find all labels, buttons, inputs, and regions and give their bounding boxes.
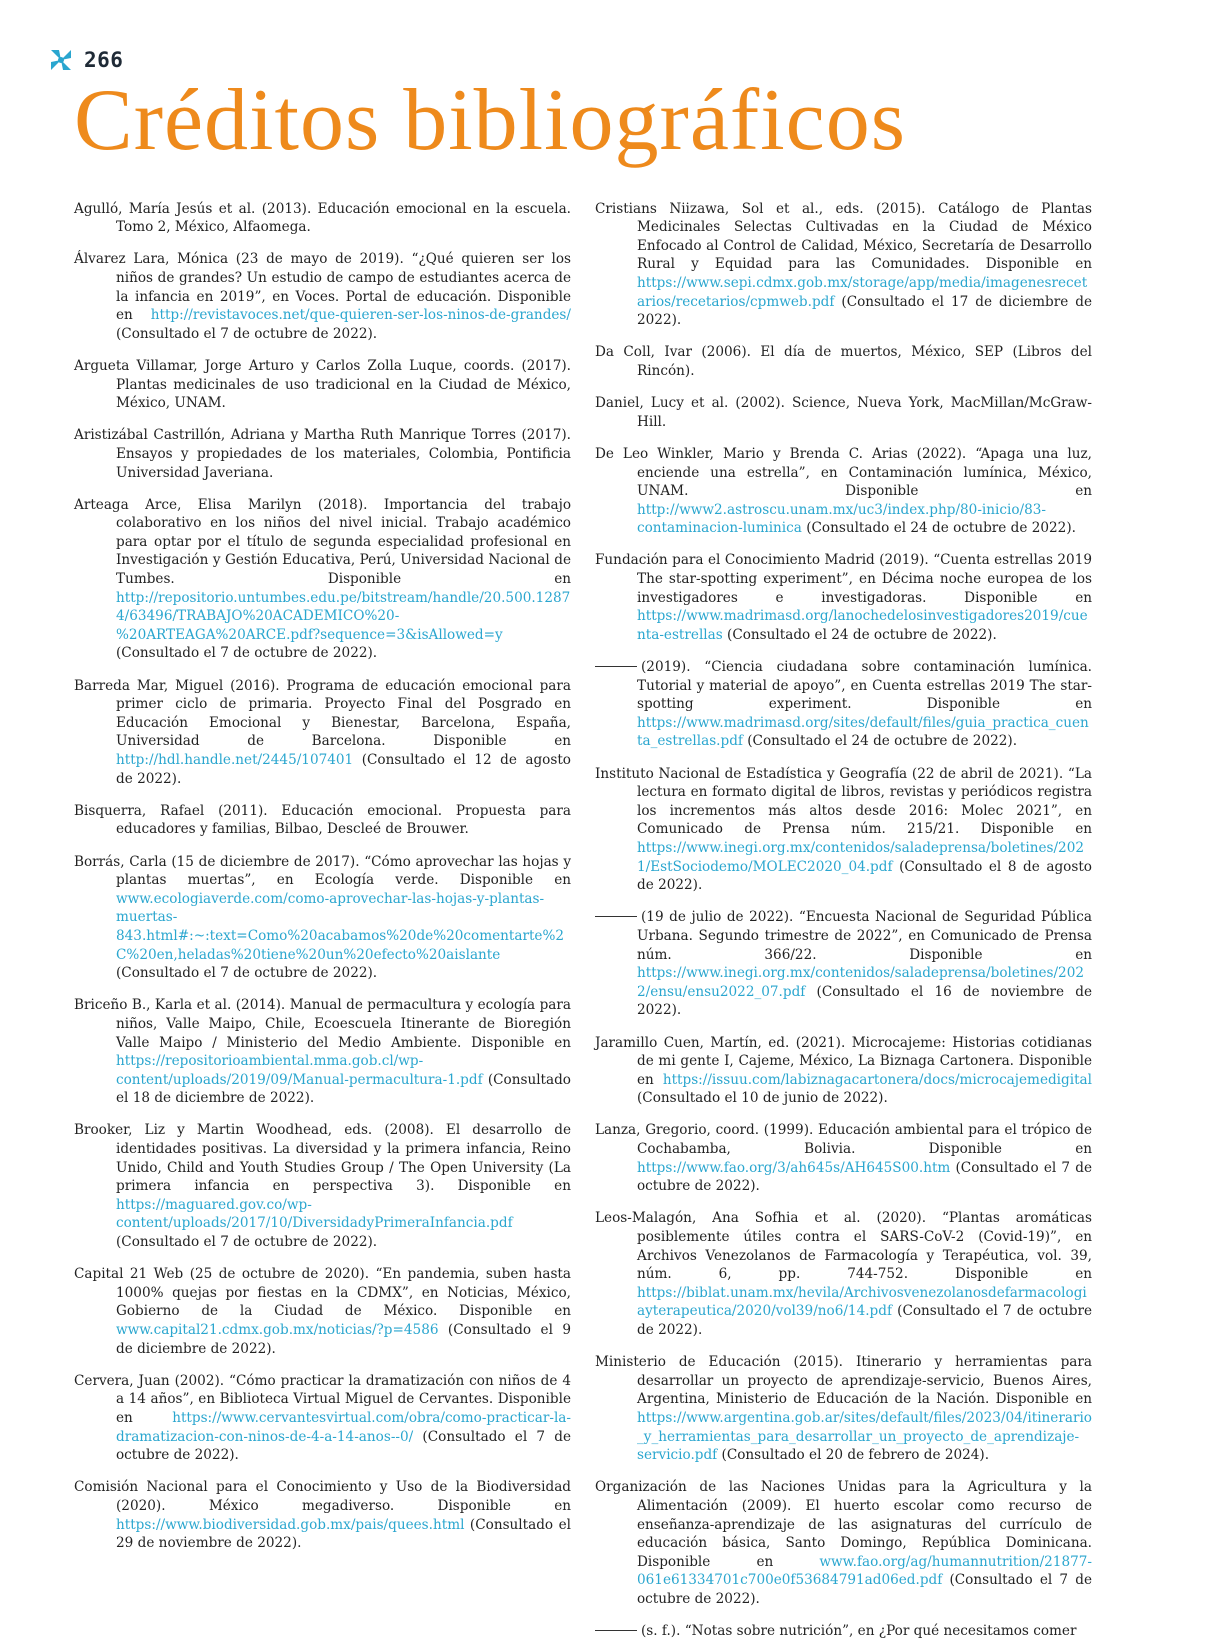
entry-text: Capital 21 Web (25 de octubre de 2020). “En pandemia, suben hasta 1000% quejas por fiestas en la CDMX”, en Noticias, México, Gobierno de la Ciudad de México. Disponible en	[74, 1266, 571, 1320]
entry-consulted-date: (Consultado el 18 de diciembre de 2022).	[116, 1071, 571, 1107]
entry-text: Cervera, Juan (2002). “Cómo practicar la dramatización con niños de 4 a 14 años”, en Biblioteca Virtual Miguel de Cervantes. Disponible en	[74, 1372, 571, 1426]
entry-text: Argueta Villamar, Jorge Arturo y Carlos Zolla Luque, coords. (2017). Plantas medicinales de uso tradicional en la Ciudad de México, México, UNAM.	[74, 357, 571, 412]
bibliography-entry	[74, 1478, 571, 1552]
entry-text: Fundación para el Conocimiento Madrid (2019). “Cuenta estrellas 2019 The star-spotting experiment”, en Décima noche europea de los investigadores e investigadoras. Disponible en	[595, 552, 1092, 606]
entry-link[interactable]: https://issuu.com/labiznagacartonera/docs/microcajemedigital	[662, 1071, 1092, 1088]
bibliography-entry	[74, 357, 571, 413]
entry-consulted-date: (Consultado el 24 de octubre de 2022).	[722, 626, 997, 643]
bibliography-entry	[74, 426, 571, 482]
entry-consulted-date: (Consultado el 7 de octubre de 2022).	[637, 1572, 1092, 1607]
bibliography-entry	[595, 551, 1092, 644]
entry-consulted-date: (Consultado el 7 de octubre de 2022).	[637, 1303, 1092, 1338]
entry-consulted-date: (Consultado el 17 de diciembre de 2022).	[637, 293, 1092, 329]
entry-consulted-date: (Consultado el 7 de octubre de 2022).	[637, 1159, 1092, 1195]
entry-consulted-date: (Consultado el 10 de junio de 2022).	[637, 1090, 888, 1107]
entry-link[interactable]: http://revistavoces.net/que-quieren-ser-los-ninos-de-grandes/	[150, 307, 571, 324]
repeat-author-dash	[595, 1630, 637, 1631]
entry-link[interactable]: https://www.sepi.cdmx.gob.mx/storage/app/media/imagenesrecetarios/recetarios/cpmweb.pdf	[637, 274, 1088, 310]
bibliography-entry	[74, 853, 571, 983]
entry-link[interactable]: https://www.madrimasd.org/lanochedelosinvestigadores2019/cuenta-estrellas	[637, 608, 1088, 643]
bibliography-entry	[74, 677, 571, 789]
entry-link[interactable]: www.ecologiaverde.com/como-aprovechar-las-hojas-y-plantas-muertas-843.html#:~:text=Como%20acabamos%20de%20comentarte%2C%20en,heladas%20tiene%20un%20efecto%20aislante	[116, 890, 565, 963]
entry-link[interactable]: https://www.inegi.org.mx/contenidos/saladeprensa/boletines/2021/EstSociodemo/MOLEC2020_04.pdf	[637, 839, 1085, 875]
entry-link[interactable]: https://biblat.unam.mx/hevila/Archivosvenezolanosdefarmacologiayterapeutica/2020/vol39/no6/14.pdf	[637, 1284, 1087, 1320]
entry-consulted-date: (Consultado el 7 de octubre de 2022).	[116, 645, 378, 662]
bibliography-entry	[595, 1622, 1092, 1641]
entry-text: Cristians Niizawa, Sol et al., eds. (2015). Catálogo de Plantas Medicinales Selectas Cultivadas en la Ciudad de México Enfocado al Control de Calidad, México, Secretaría de Desarrollo Rural y Equidad para las Comunidades. Disponible en	[595, 200, 1092, 273]
entry-text: Organización de las Naciones Unidas para la Agricultura y la Alimentación (2009). El huerto escolar como recurso de enseñanza-aprendizaje de las asignaturas del currículo de educación básica, Santo Domingo, República Dominicana. Disponible en	[595, 1479, 1092, 1570]
entry-consulted-date: (Consultado el 7 de octubre de 2022).	[116, 1234, 378, 1251]
entry-link[interactable]: https://www.madrimasd.org/sites/default/files/guia_practica_cuenta_estrellas.pdf	[637, 714, 1089, 750]
bibliography-entry	[74, 496, 571, 663]
right-column	[595, 186, 1092, 1644]
entry-link[interactable]: https://www.fao.org/3/ah645s/AH645S00.htm	[637, 1159, 951, 1176]
pinwheel-logo-icon	[48, 47, 74, 73]
entry-text: Aristizábal Castrillón, Adriana y Martha Ruth Manrique Torres (2017). Ensayos y propiedades de los materiales, Colombia, Pontificia Universidad Javeriana.	[74, 427, 571, 481]
page-title: Créditos bibliográficos	[74, 72, 906, 169]
bibliography-entry	[595, 200, 1092, 330]
entry-text: Instituto Nacional de Estadística y Geografía (22 de abril de 2021). “La lectura en formato digital de libros, revistas y periódicos registra los incrementos más altos desde 2016: Molec 2021”, en Comunicado de Prensa núm. 215/21. Disponible en	[595, 765, 1092, 838]
entry-text: Arteaga Arce, Elisa Marilyn (2018). Importancia del trabajo colaborativo en los niños del nivel inicial. Trabajo académico para optar por el título de segunda especialidad profesional en Investigación y Gestión Educativa, Perú, Universidad Nacional de Tumbes. Disponible en	[74, 496, 571, 588]
entry-link[interactable]: https://repositorioambiental.mma.gob.cl/wp-content/uploads/2019/09/Manual-permacultura-1.pdf	[116, 1053, 483, 1088]
entry-text: Da Coll, Ivar (2006). El día de muertos, México, SEP (Libros del Rincón).	[595, 344, 1092, 379]
bibliography-entry	[595, 908, 1092, 1020]
entry-consulted-date: (Consultado el 7 de octubre de 2022).	[116, 1428, 571, 1464]
entry-text: Lanza, Gregorio, coord. (1999). Educación ambiental para el trópico de Cochabamba, Bolivia. Disponible en	[595, 1122, 1092, 1158]
entry-text: Brooker, Liz y Martin Woodhead, eds. (2008). El desarrollo de identidades positivas. La diversidad y la primera infancia, Reino Unido, Child and Youth Studies Group / The Open University (La primera infancia en perspectiva 3). Disponible en	[74, 1122, 571, 1195]
bibliography-entry	[74, 996, 571, 1108]
bibliography-entry	[595, 445, 1092, 538]
entry-link[interactable]: www.fao.org/ag/humannutrition/21877-061e61334701c700e0f53684791ad06ed.pdf	[637, 1553, 1092, 1589]
entry-consulted-date: (Consultado el 12 de agosto de 2022).	[116, 752, 571, 787]
entry-text: De Leo Winkler, Mario y Brenda C. Arias (2022). “Apaga una luz, enciende una estrella”, en Contaminación lumínica, México, UNAM. Disponible en	[595, 445, 1092, 500]
bibliography-entry	[74, 802, 571, 839]
entry-text: (2019). “Ciencia ciudadana sobre contaminación lumínica. Tutorial y material de apoyo”, en Cuenta estrellas 2019 The star-spotting experiment. Disponible en	[637, 659, 1092, 713]
entry-link[interactable]: http://www2.astroscu.unam.mx/uc3/index.php/80-inicio/83-contaminacion-luminica	[637, 501, 1046, 537]
entry-consulted-date: (Consultado el 16 de noviembre de 2022).	[637, 983, 1092, 1019]
entry-consulted-date: (Consultado el 20 de febrero de 2024).	[717, 1447, 990, 1464]
repeat-author-dash	[595, 916, 637, 917]
entry-consulted-date: (Consultado el 24 de octubre de 2022).	[801, 520, 1076, 537]
entry-link[interactable]: https://www.inegi.org.mx/contenidos/saladeprensa/boletines/2022/ensu/ensu2022_07.pdf	[637, 965, 1085, 1000]
entry-link[interactable]: http://hdl.handle.net/2445/107401	[116, 752, 354, 768]
entry-link[interactable]: https://www.biodiversidad.gob.mx/pais/quees.html	[116, 1516, 465, 1533]
entry-consulted-date: (Consultado el 8 de agosto de 2022).	[637, 858, 1092, 894]
bibliography-entry	[595, 1209, 1092, 1339]
bibliography-entry	[595, 765, 1092, 895]
bibliography-entry	[595, 1034, 1092, 1108]
entry-consulted-date: (Consultado el 9 de diciembre de 2022).	[116, 1322, 571, 1357]
entry-text: Briceño B., Karla et al. (2014). Manual de permacultura y ecología para niños, Valle Maipo, Chile, Ecoescuela Itinerante de Bioregión Valle Maipo / Ministerio del Medio Ambiente. Disponible en	[74, 997, 571, 1051]
entry-text: Barreda Mar, Miguel (2016). Programa de educación emocional para primer ciclo de primaria. Proyecto Final del Posgrado en Educación Emocional y Bienestar, Barcelona, España, Universidad de Barcelona. Disponible en	[74, 677, 571, 750]
entry-link[interactable]: https://www.cervantesvirtual.com/obra/como-practicar-la-dramatizacion-con-ninos-de-4-a-14-anos--0/	[116, 1409, 571, 1445]
entry-text: Leos-Malagón, Ana Sofhia et al. (2020). “Plantas aromáticas posiblemente útiles contra el SARS-CoV-2 (Covid-19)”, en Archivos Venezolanos de Farmacología y Terapéutica, vol. 39, núm. 6, pp. 744-752. Disponible en	[595, 1210, 1092, 1283]
entry-text: (s. f.). “Notas sobre nutrición”, en ¿Por qué necesitamos comer	[641, 1623, 1077, 1640]
bibliography-entry	[74, 200, 571, 237]
entry-text: Jaramillo Cuen, Martín, ed. (2021). Microcajeme: Historias cotidianas de mi gente I, Cajeme, México, La Biznaga Cartonera. Disponible en	[595, 1034, 1092, 1088]
bibliography-entry	[595, 343, 1092, 380]
entry-text: Agulló, María Jesús et al. (2013). Educación emocional en la escuela. Tomo 2, México, Alfaomega.	[74, 200, 571, 236]
entry-consulted-date: (Consultado el 7 de octubre de 2022).	[116, 965, 378, 982]
entry-consulted-date: (Consultado el 7 de octubre de 2022).	[116, 325, 378, 342]
entry-text: (19 de julio de 2022). “Encuesta Nacional de Seguridad Pública Urbana. Segundo trimestre de 2022”, en Comunicado de Prensa núm. 366/22. Disponible en	[637, 909, 1092, 963]
page-number: 266	[84, 48, 124, 72]
entry-link[interactable]: www.capital21.cdmx.gob.mx/noticias/?p=4586	[116, 1322, 439, 1338]
bibliography-entry	[595, 658, 1092, 751]
entry-text: Álvarez Lara, Mónica (23 de mayo de 2019). “¿Qué quieren ser los niños de grandes? Un estudio de campo de estudiantes acerca de la infancia en 2019”, en Voces. Portal de educación. Disponible en	[74, 251, 571, 324]
bibliography-entry	[74, 1372, 571, 1465]
bibliography-entry	[74, 1265, 571, 1358]
entry-text: Daniel, Lucy et al. (2002). Science, Nueva York, MacMillan/McGraw-Hill.	[595, 395, 1092, 430]
entry-text: Borrás, Carla (15 de diciembre de 2017). “Cómo aprovechar las hojas y plantas muertas”, en Ecología verde. Disponible en	[74, 853, 571, 889]
entry-link[interactable]: https://maguared.gov.co/wp-content/uploads/2017/10/DiversidadyPrimeraInfancia.pdf	[116, 1196, 513, 1232]
entry-text: Bisquerra, Rafael (2011). Educación emocional. Propuesta para educadores y familias, Bilbao, Descleé de Brouwer.	[74, 802, 571, 838]
entry-link[interactable]: http://repositorio.untumbes.edu.pe/bitstream/handle/20.500.12874/63496/TRABAJO%20ACADEMICO%20-%20ARTEAGA%20ARCE.pdf?sequence=3&isAllowed=y	[116, 589, 571, 643]
bibliography-entry	[74, 250, 571, 343]
entry-consulted-date: (Consultado el 29 de noviembre de 2022).	[116, 1516, 571, 1552]
bibliography-entry	[595, 1478, 1092, 1608]
entry-text: Ministerio de Educación (2015). Itinerario y herramientas para desarrollar un proyecto de aprendizaje-servicio, Buenos Aires, Argentina, Ministerio de Educación de la Nación. Disponible en	[595, 1354, 1092, 1408]
bibliography-entry	[74, 1121, 571, 1251]
bibliography-entry	[595, 1353, 1092, 1465]
entry-link[interactable]: https://www.argentina.gob.ar/sites/default/files/2023/04/itinerario_y_herramientas_para_desarrollar_un_proyecto_de_aprendizaje-servicio.pdf	[637, 1409, 1092, 1464]
entry-consulted-date: (Consultado el 24 de octubre de 2022).	[742, 733, 1018, 750]
repeat-author-dash	[595, 666, 637, 667]
bibliography-entry	[595, 394, 1092, 431]
left-column	[74, 186, 571, 1556]
bibliography-entry	[595, 1121, 1092, 1195]
entry-text: Comisión Nacional para el Conocimiento y Uso de la Biodiversidad (2020). México megadiverso. Disponible en	[74, 1479, 571, 1514]
